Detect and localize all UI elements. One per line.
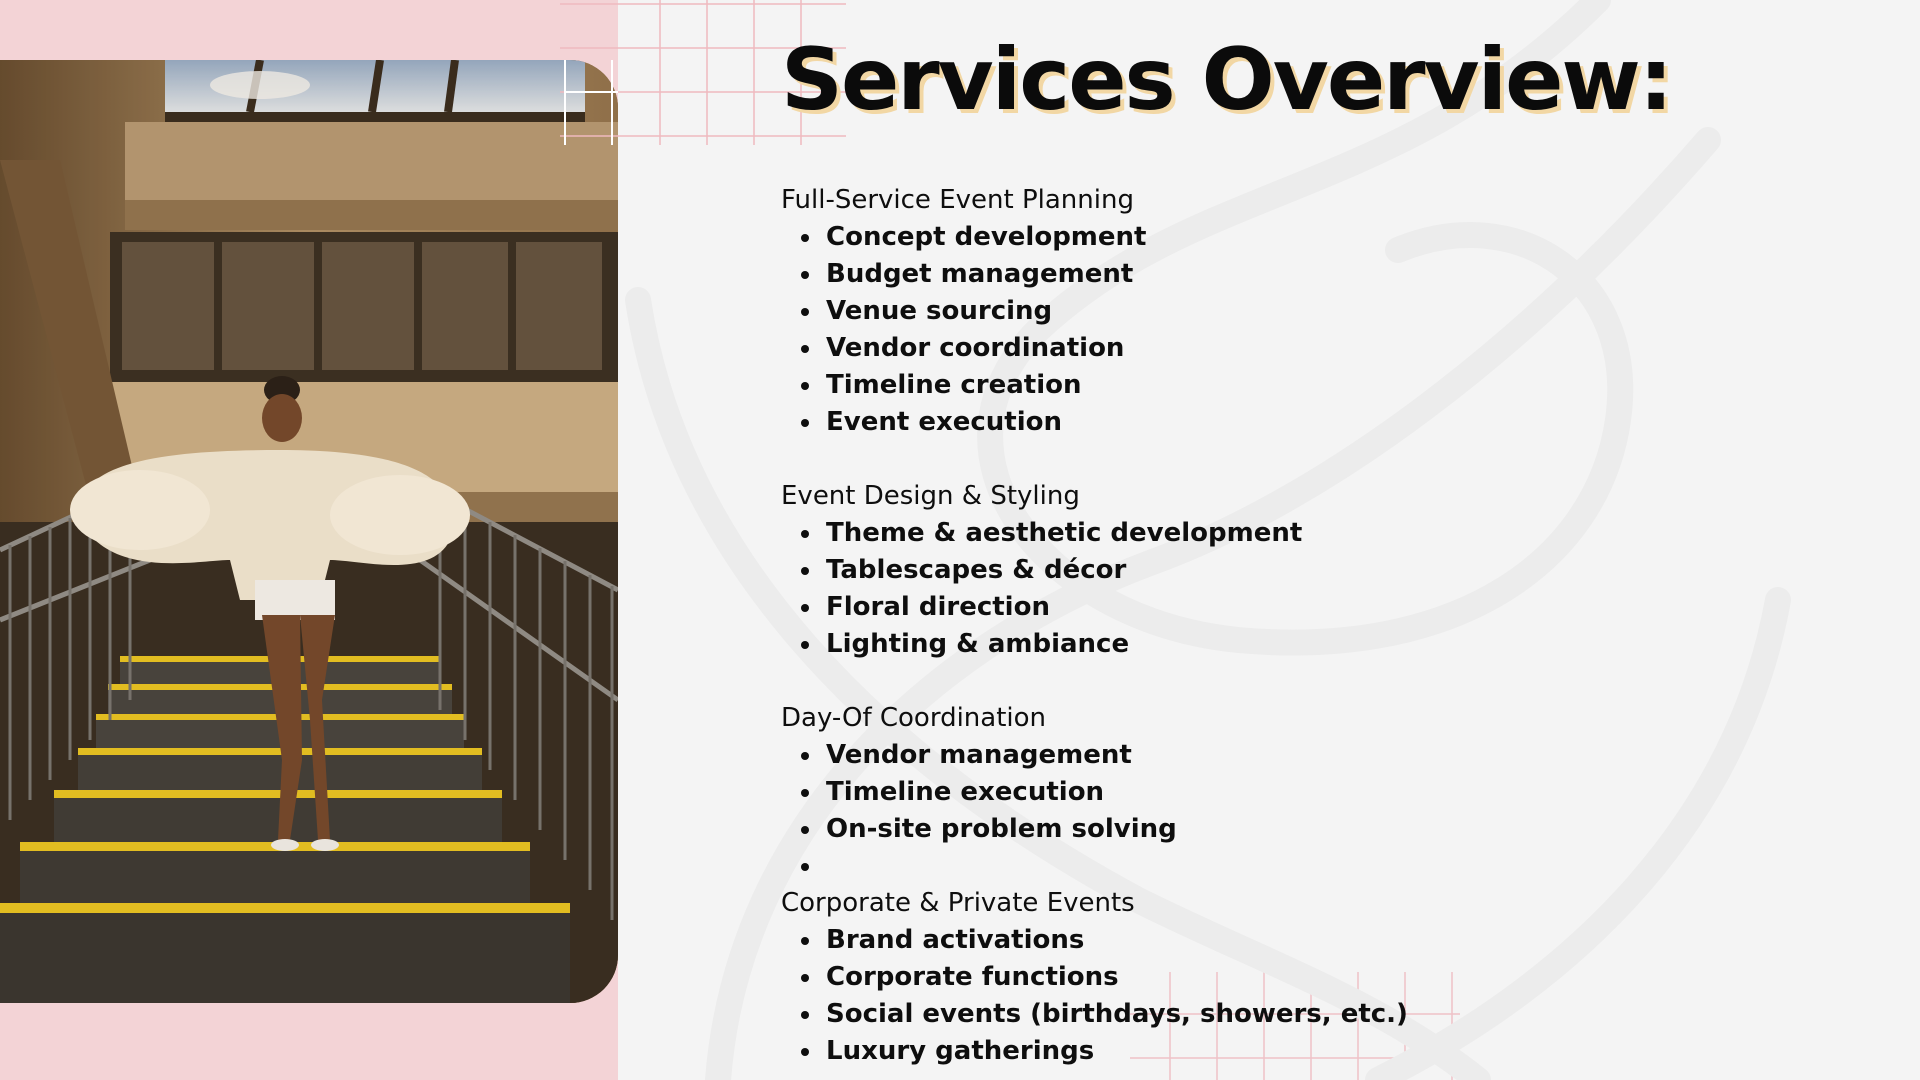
- section-heading: Corporate & Private Events: [781, 888, 1135, 918]
- section-heading: Day-Of Coordination: [781, 703, 1047, 733]
- services-list: [781, 182, 1861, 1070]
- service-item: Floral direction: [826, 589, 1861, 626]
- service-item: Venue sourcing: [826, 293, 1861, 330]
- services-content: [781, 30, 1861, 1070]
- service-section-design-styling: [781, 478, 1861, 663]
- service-item: Corporate functions: [826, 959, 1861, 996]
- service-section-full-service: [781, 182, 1861, 441]
- service-item: Luxury gatherings: [826, 1033, 1861, 1070]
- service-item: Concept development: [826, 219, 1861, 256]
- section-heading: Full-Service Event Planning: [781, 185, 1134, 215]
- service-items: [781, 219, 1861, 441]
- service-item: Event execution: [826, 404, 1861, 441]
- event-photo: [0, 60, 618, 1003]
- service-item: Theme & aesthetic development: [826, 515, 1861, 552]
- service-item: Vendor coordination: [826, 330, 1861, 367]
- service-item: Brand activations: [826, 922, 1861, 959]
- service-items: [781, 922, 1861, 1070]
- service-items: [781, 737, 1861, 885]
- service-item: Tablescapes & décor: [826, 552, 1861, 589]
- service-item: Vendor management: [826, 737, 1861, 774]
- service-section-corporate-private: [781, 885, 1861, 1070]
- service-item-empty: [826, 848, 1861, 885]
- service-item: On-site problem solving: [826, 811, 1861, 848]
- service-section-day-of: [781, 700, 1861, 885]
- service-item: Lighting & ambiance: [826, 626, 1861, 663]
- photo-illustration: [0, 60, 618, 1003]
- service-item: Timeline execution: [826, 774, 1861, 811]
- service-item: Timeline creation: [826, 367, 1861, 404]
- slide-title: Services Overview:: [781, 30, 1672, 130]
- service-items: [781, 515, 1861, 663]
- section-heading: Event Design & Styling: [781, 481, 1080, 511]
- service-item: Budget management: [826, 256, 1861, 293]
- service-item: Social events (birthdays, showers, etc.): [826, 996, 1861, 1033]
- left-panel: [0, 0, 618, 1080]
